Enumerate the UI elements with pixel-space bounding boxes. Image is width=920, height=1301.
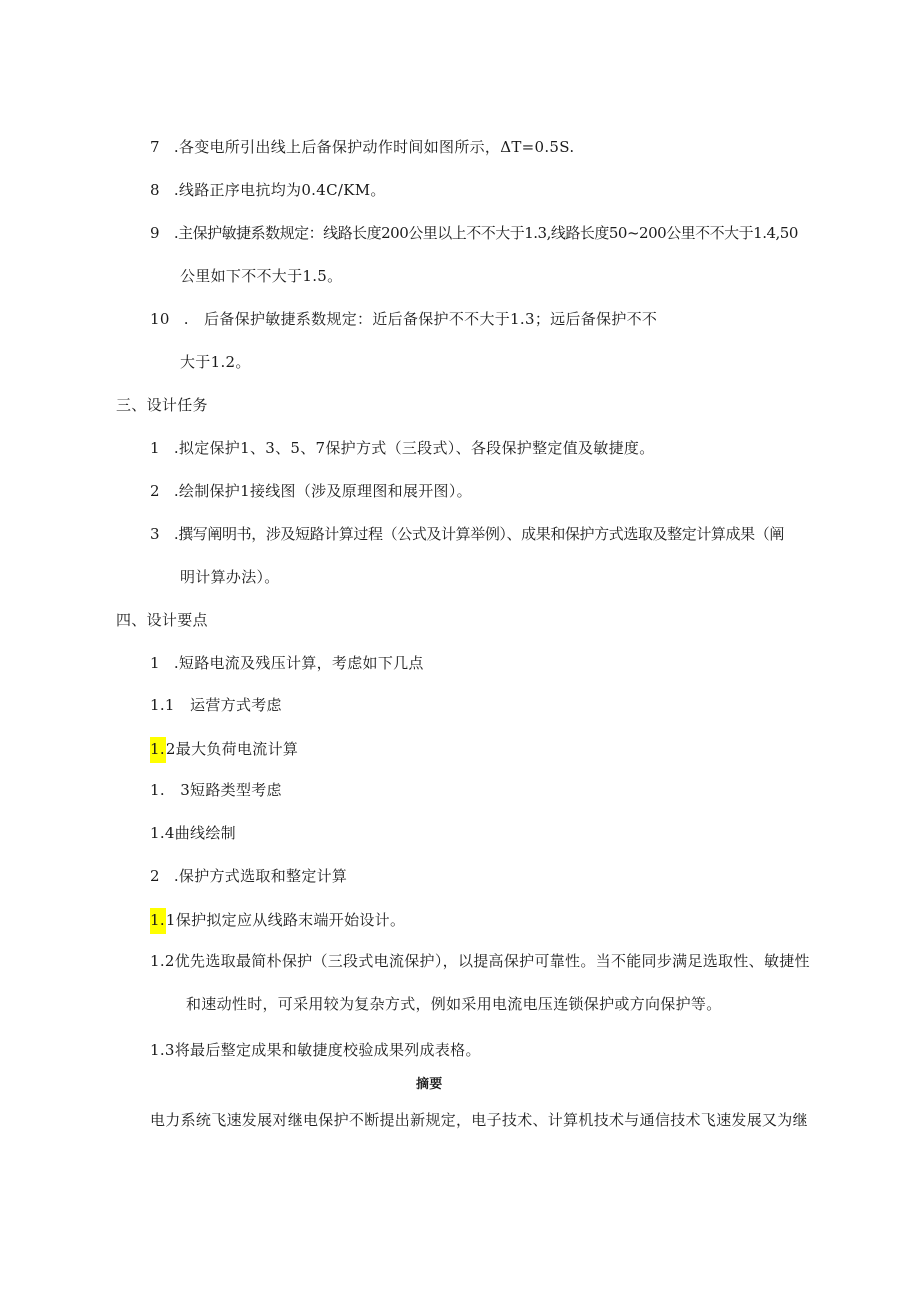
item-text: .保护方式选取和整定计算: [173, 867, 348, 885]
point-2-3: 1.3将最后整定成果和敏捷度校验成果列成表格。: [150, 1041, 481, 1059]
item-number: 3: [150, 525, 160, 543]
item-8: [150, 180, 386, 200]
point-1-4: 1.4曲线绘制: [150, 824, 236, 842]
item-7: [150, 137, 574, 157]
task-3: [150, 524, 784, 544]
task-1: [150, 438, 655, 458]
item-text: . 后备保护敏捷系数规定：近后备保护不不大于1.3；远后备保护不不: [183, 310, 658, 328]
item-text: .主保护敏捷系数规定：线路长度200公里以上不不大于1.3,线路长度50~200公里不不大于1.4,50: [173, 224, 798, 242]
section-heading-3: 三、设计任务: [116, 396, 208, 414]
item-text: .各变电所引出线上后备保护动作时间如图所示，ΔT=0.5S.: [173, 138, 575, 156]
item-9-continued: 公里如下不不大于1.5。: [180, 267, 343, 285]
item-text: .撰写阐明书，涉及短路计算过程（公式及计算举例）、成果和保护方式选取及整定计算成果（阐: [173, 525, 784, 543]
item-text: .绘制保护1接线图（涉及原理图和展开图）。: [173, 482, 472, 500]
item-10: [150, 309, 657, 329]
item-text: 2最大负荷电流计算: [165, 740, 299, 758]
item-10-continued: 大于1.2。: [180, 353, 251, 371]
point-2: [150, 866, 347, 886]
abstract-title: 摘要: [416, 1077, 443, 1092]
item-9: [150, 223, 798, 243]
item-text: 1保护拟定应从线路末端开始设计。: [165, 911, 406, 929]
point-2-1: [150, 908, 405, 934]
item-text: .线路正序电抗均为0.4C/KM。: [173, 181, 386, 199]
point-2-2: 1.2优先选取最简朴保护（三段式电流保护），以提高保护可靠性。当不能同步满足选取性、敏捷性: [150, 952, 810, 970]
item-number: 2: [150, 482, 160, 500]
item-number: 9: [150, 224, 160, 242]
task-2: [150, 481, 472, 501]
section-heading-4: 四、设计要点: [116, 611, 208, 629]
item-text: .短路电流及残压计算，考虑如下几点: [173, 654, 424, 672]
point-1-1: 1.1 运营方式考虑: [150, 696, 282, 714]
item-number: 2: [150, 867, 160, 885]
item-number: 1: [150, 654, 160, 672]
item-number: 8: [150, 181, 160, 199]
item-number: 10: [150, 310, 170, 328]
item-number: 1: [150, 439, 160, 457]
point-2-2-continued: 和速动性时，可采用较为复杂方式，例如采用电流电压连锁保护或方向保护等。: [186, 995, 722, 1013]
highlight-mark: 1.: [150, 908, 166, 934]
point-1-3: 1. 3短路类型考虑: [150, 781, 282, 799]
abstract-text: 电力系统飞速发展对继电保护不断提出新规定，电子技术、计算机技术与通信技术飞速发展又为继: [150, 1111, 808, 1129]
item-text: .拟定保护1、3、5、7保护方式（三段式）、各段保护整定值及敏捷度。: [173, 439, 655, 457]
highlight-mark: 1.: [150, 737, 166, 763]
task-3-continued: 明计算办法）。: [180, 568, 280, 586]
item-number: 7: [150, 138, 160, 156]
point-1-2: [150, 737, 298, 763]
point-1: [150, 653, 424, 673]
